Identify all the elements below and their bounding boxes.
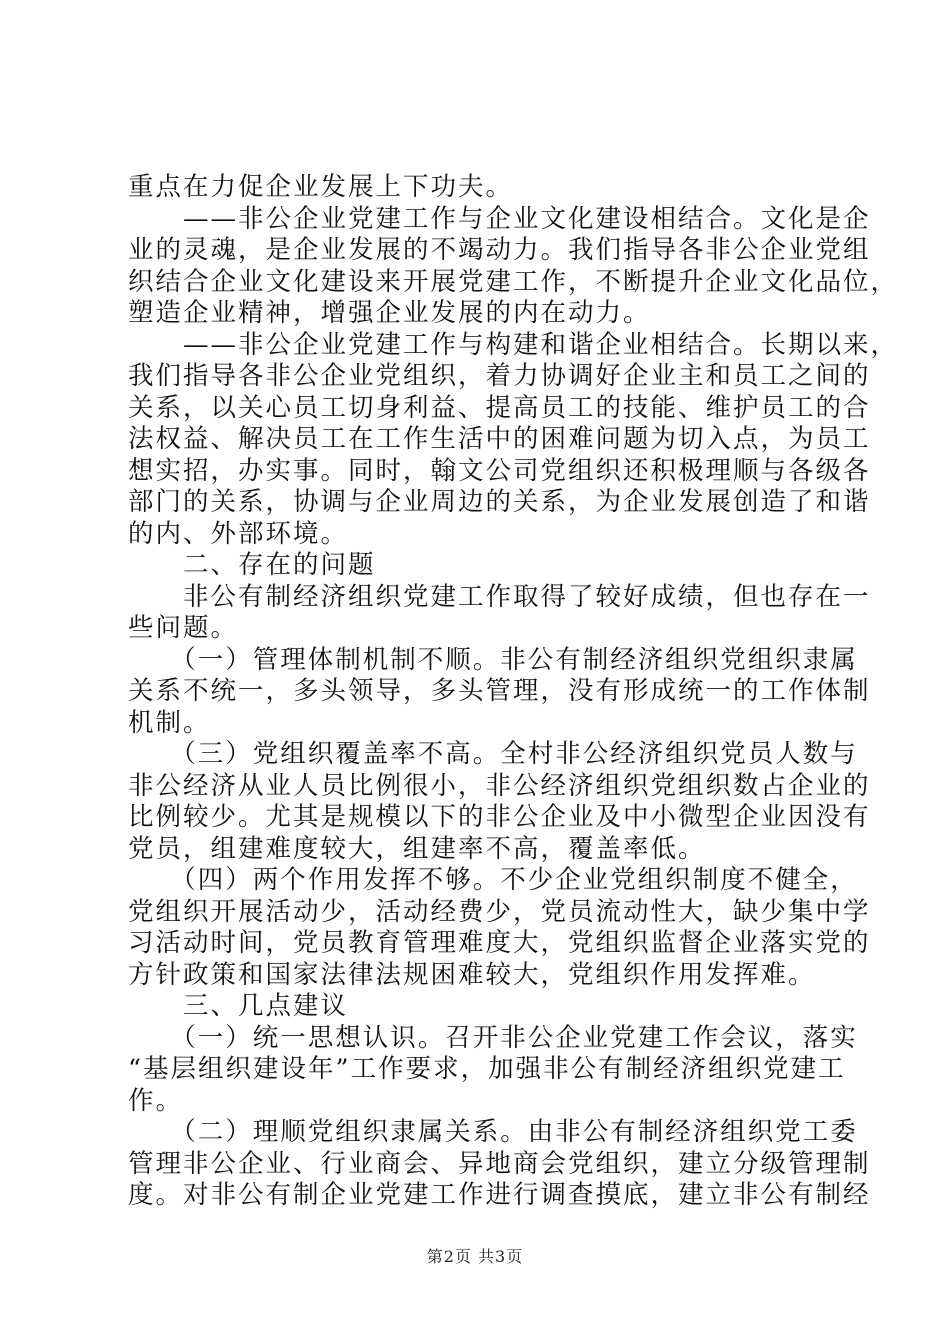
- text-line: 作。: [128, 1085, 184, 1116]
- text-line: 关系不统一，多头领导，多头管理，没有形成统一的工作体制: [128, 676, 871, 706]
- text-line: 方针政策和国家法律法规困难较大，党组织作用发挥难。: [128, 959, 816, 990]
- text-line: 管理非公企业、行业商会、异地商会党组织，建立分级管理制: [128, 1148, 871, 1179]
- text-line: 重点在力促企业发展上下功夫。: [128, 172, 514, 202]
- section-heading: 二、存在的问题: [128, 550, 376, 580]
- text-line: 党员，组建难度较大，组建率不高，覆盖率低。: [128, 833, 706, 864]
- text-line: ——非公企业党建工作与企业文化建设相结合。文化是企: [128, 203, 871, 234]
- text-line: （二）理顺党组织隶属关系。由非公有制经济组织党工委: [128, 1117, 858, 1147]
- text-line: 我们指导各非公企业党组织，着力协调好企业主和员工之间的: [128, 361, 871, 391]
- text-line: 织结合企业文化建设来开展党建工作，不断提升企业文化品位，: [128, 266, 899, 297]
- text-line: 想实招，办实事。同时，翰文公司党组织还积极理顺与各级各: [128, 455, 871, 486]
- text-line: （一）管理体制机制不顺。非公有制经济组织党组织隶属: [128, 644, 858, 675]
- text-line: 关系，以关心员工切身利益、提高员工的技能、维护员工的合: [128, 392, 871, 423]
- text-line: （三）党组织覆盖率不高。全村非公经济组织党员人数与: [128, 739, 858, 769]
- text-line: 党组织开展活动少，活动经费少，党员流动性大，缺少集中学: [128, 896, 871, 927]
- text-line: 习活动时间，党员教育管理难度大，党组织监督企业落实党的: [128, 928, 871, 958]
- text-line: 比例较少。尤其是规模以下的非公企业及中小微型企业因没有: [128, 802, 871, 832]
- text-line: 度。对非公有制企业党建工作进行调查摸底，建立非公有制经: [128, 1180, 871, 1210]
- text-line: 法权益、解决员工在工作生活中的困难问题为切入点，为员工: [128, 424, 871, 454]
- text-line: （四）两个作用发挥不够。不少企业党组织制度不健全，: [128, 865, 858, 895]
- text-line: 机制。: [128, 707, 211, 738]
- text-line: 非公经济从业人员比例很小，非公经济组织党组织数占企业的: [128, 770, 871, 801]
- text-line: ——非公企业党建工作与构建和谐企业相结合。长期以来，: [128, 329, 899, 360]
- text-line: 的内、外部环境。: [128, 518, 349, 549]
- page-footer: [0, 1244, 950, 1267]
- text-line: 业的灵魂，是企业发展的不竭动力。我们指导各非公企业党组: [128, 235, 871, 265]
- text-line: （一）统一思想认识。召开非公企业党建工作会议，落实: [128, 1022, 858, 1053]
- section-heading: 三、几点建议: [128, 991, 349, 1021]
- document-body: [128, 172, 899, 1212]
- text-line: 非公有制经济组织党建工作取得了较好成绩，但也存在一: [128, 581, 871, 612]
- text-line: 部门的关系，协调与企业周边的关系，为企业发展创造了和谐: [128, 487, 871, 517]
- text-line: 塑造企业精神，增强企业发展的内在动力。: [128, 298, 651, 328]
- page-number: 第2页 共3页: [426, 1247, 524, 1266]
- text-line: “基层组织建设年”工作要求，加强非公有制经济组织党建工: [128, 1054, 846, 1084]
- text-line: 些问题。: [128, 613, 239, 643]
